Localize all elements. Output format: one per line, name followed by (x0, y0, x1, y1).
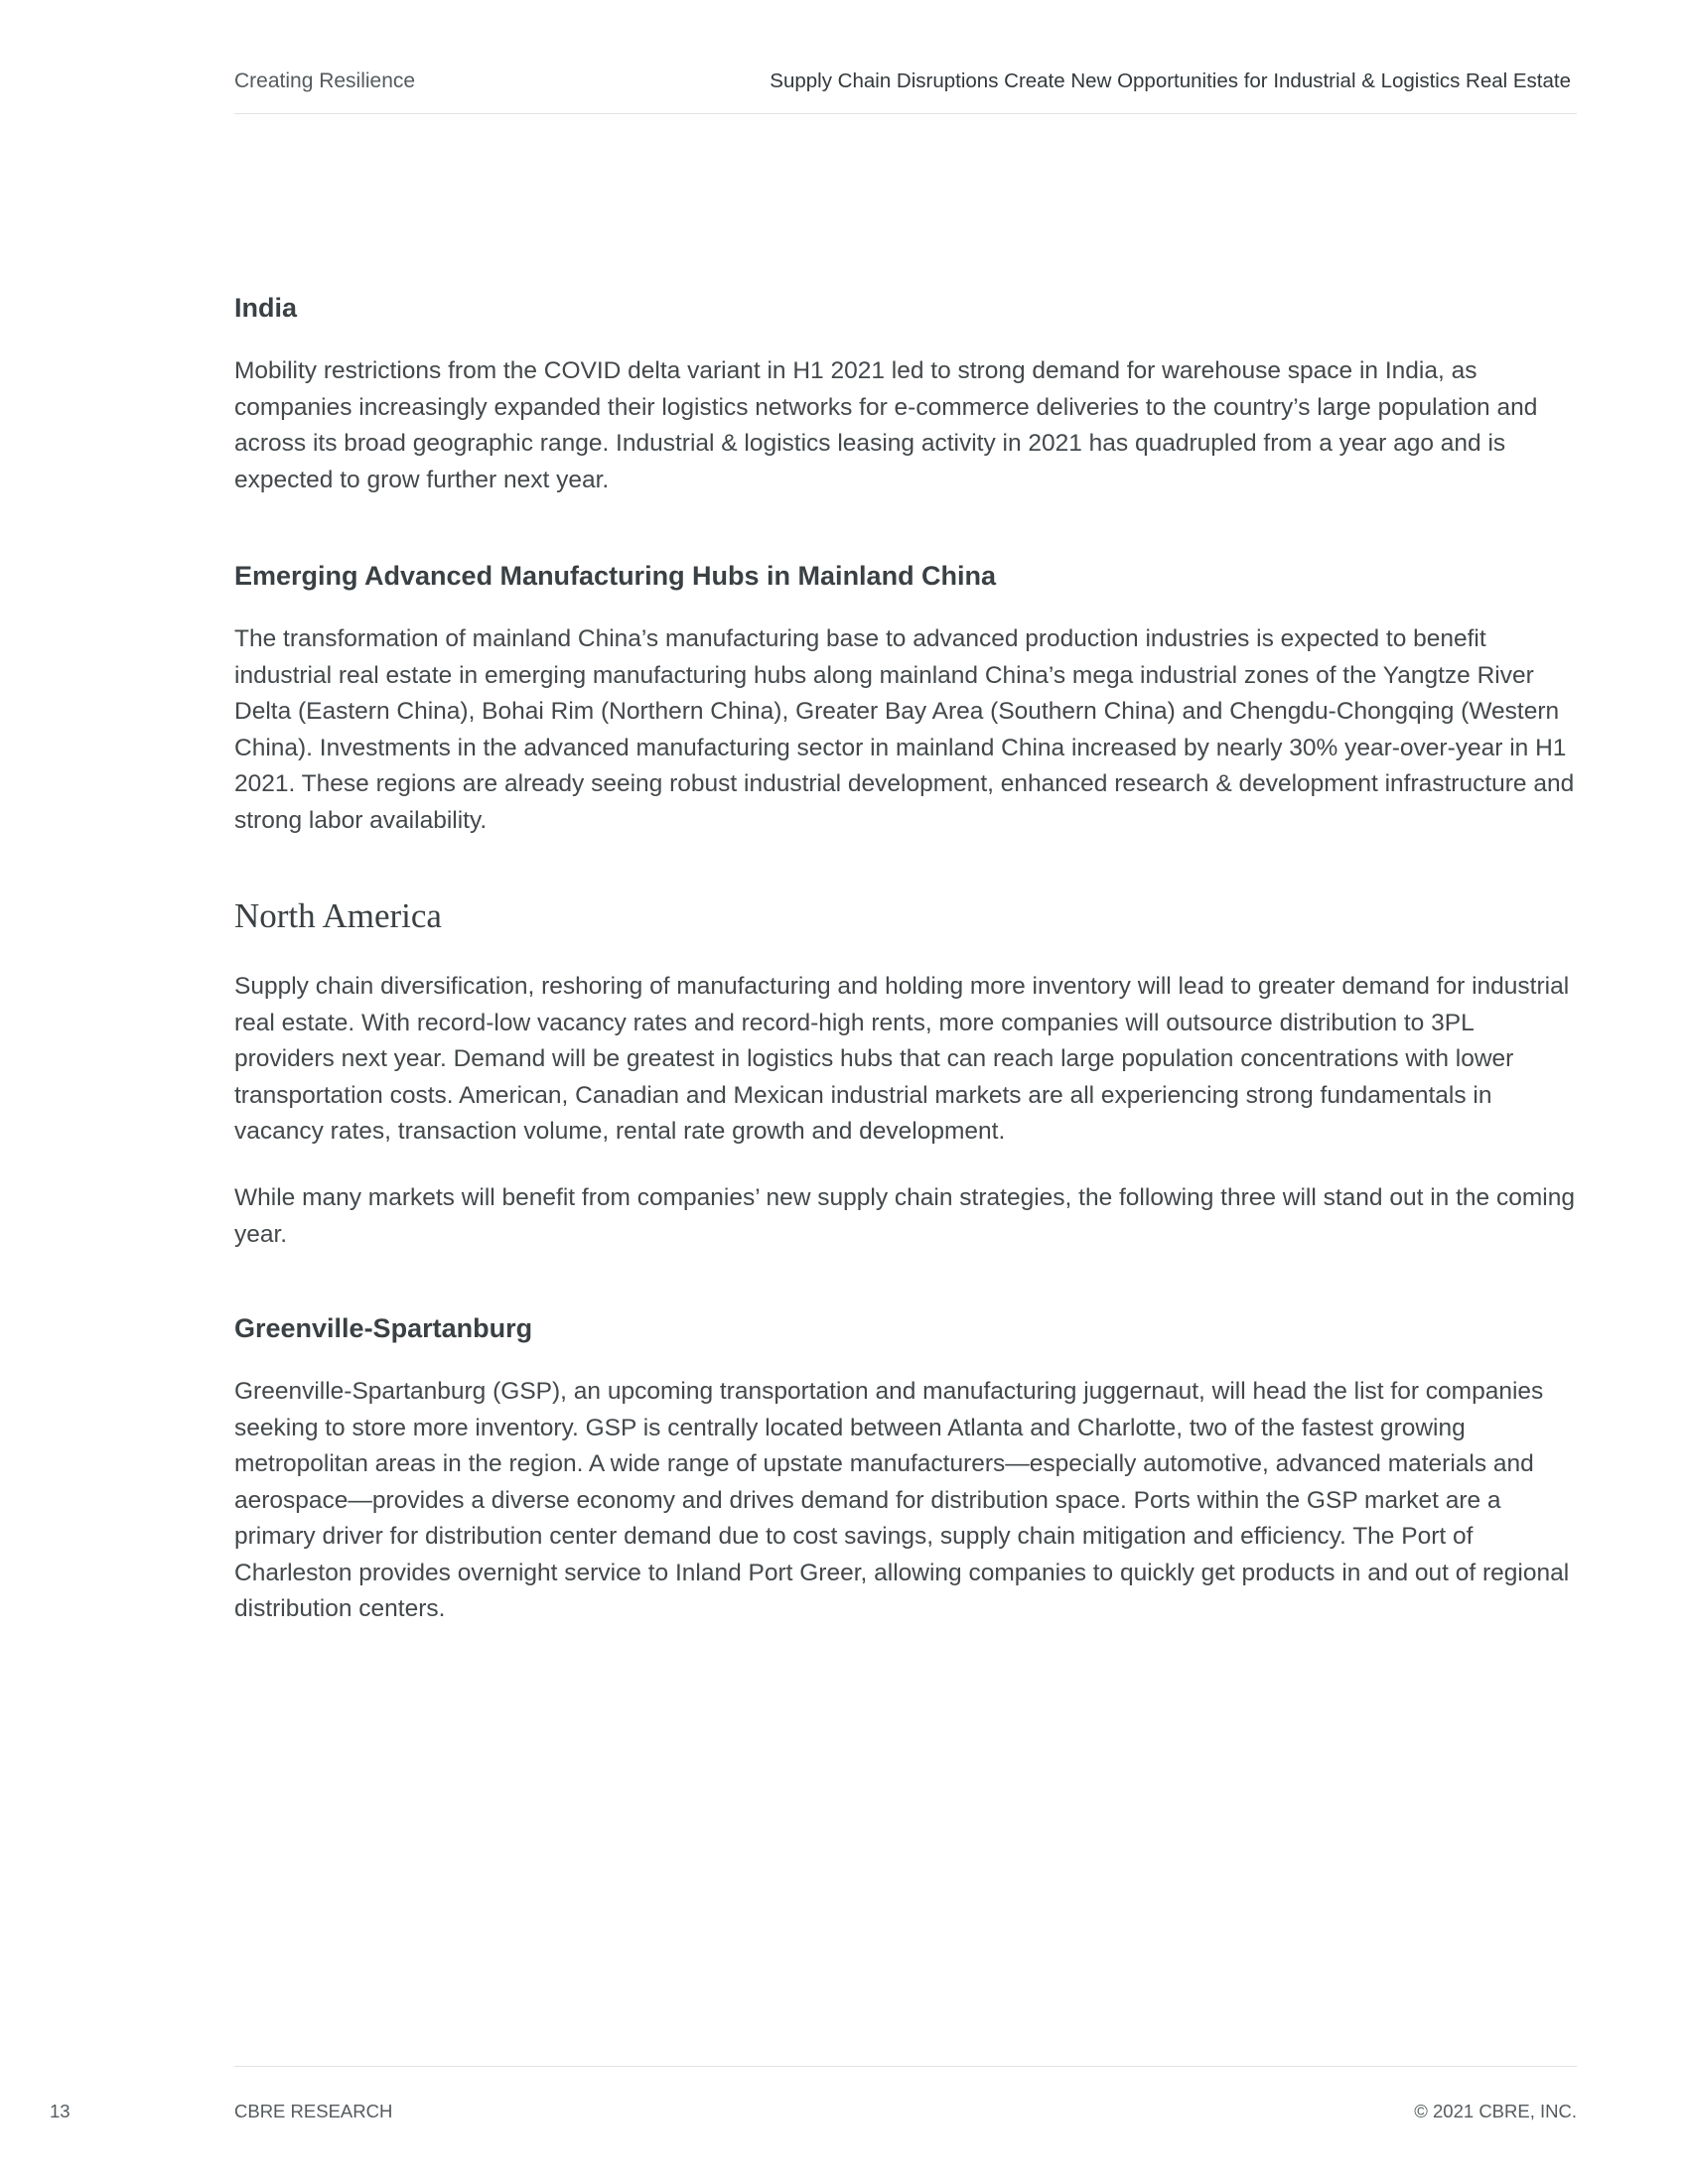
page-footer (0, 2066, 1688, 2125)
page-header (234, 69, 1577, 114)
greenville-heading: Greenville-Spartanburg (234, 1313, 533, 1343)
india-heading: India (234, 293, 298, 323)
china-heading: Emerging Advanced Manufacturing Hubs in Mainland China (234, 561, 997, 591)
india-paragraph: Mobility restrictions from the COVID delta variant in H1 2021 led to strong demand for warehouse space in India, as companies increasingly expanded their logistics networks for e-commerce deliveries to the country’s large population and across its broad geographic range. Industrial & logistics leasing activity in 2021 has quadrupled from a year ago and is expected to grow further next year. (234, 357, 1538, 493)
footer-copyright: © 2021 CBRE, INC. (1414, 2101, 1577, 2121)
north-america-paragraph-1: Supply chain diversification, reshoring of manufacturing and holding more inventory will lead to greater demand for industrial real estate. With record-low vacancy rates and record-high rents, more companies will outsource distribution to 3PL providers next year. Demand will be greatest in logistics hubs that can reach large population concentrations with lower transportation costs. American, Canadian and Mexican industrial markets are all experiencing strong fundamentals in vacancy rates, transaction volume, rental rate growth and development. (234, 973, 1570, 1145)
greenville-paragraph: Greenville-Spartanburg (GSP), an upcoming transportation and manufacturing juggernaut, will head the list for companies seeking to store more inventory. GSP is centrally located between Atlanta and Charlotte, two of the fastest growing metropolitan areas in the region. A wide range of upstate manufacturers—especially automotive, advanced materials and aerospace—provides a diverse economy and drives demand for distribution space. Ports within the GSP market are a primary driver for distribution center demand due to cost savings, supply chain mitigation and efficiency. The Port of Charleston provides overnight service to Inland Port Greer, allowing companies to quickly get products in and out of regional distribution centers. (234, 1378, 1570, 1622)
north-america-heading: North America (234, 896, 442, 935)
footer-publisher: CBRE RESEARCH (234, 2101, 393, 2121)
header-section-label: Creating Resilience (234, 69, 416, 92)
page-number: 13 (50, 2101, 70, 2121)
north-america-paragraph-2: While many markets will benefit from companies’ new supply chain strategies, the following three will stand out in the coming year. (234, 1184, 1575, 1248)
footer-divider (234, 2066, 1577, 2067)
header-document-title: Supply Chain Disruptions Create New Opportunities for Industrial & Logistics Real Estate (770, 69, 1571, 92)
china-paragraph: The transformation of mainland China’s manufacturing base to advanced production industries is expected to benefit industrial real estate in emerging manufacturing hubs along mainland China’s mega industrial zones of the Yangtze River Delta (Eastern China), Bohai Rim (Northern China), Greater Bay Area (Southern China) and Chengdu-Chongqing (Western China). Investments in the advanced manufacturing sector in mainland China increased by nearly 30% year-over-year in H1 2021. These regions are already seeing robust industrial development, enhanced research & development infrastructure and strong labor availability. (234, 625, 1575, 834)
